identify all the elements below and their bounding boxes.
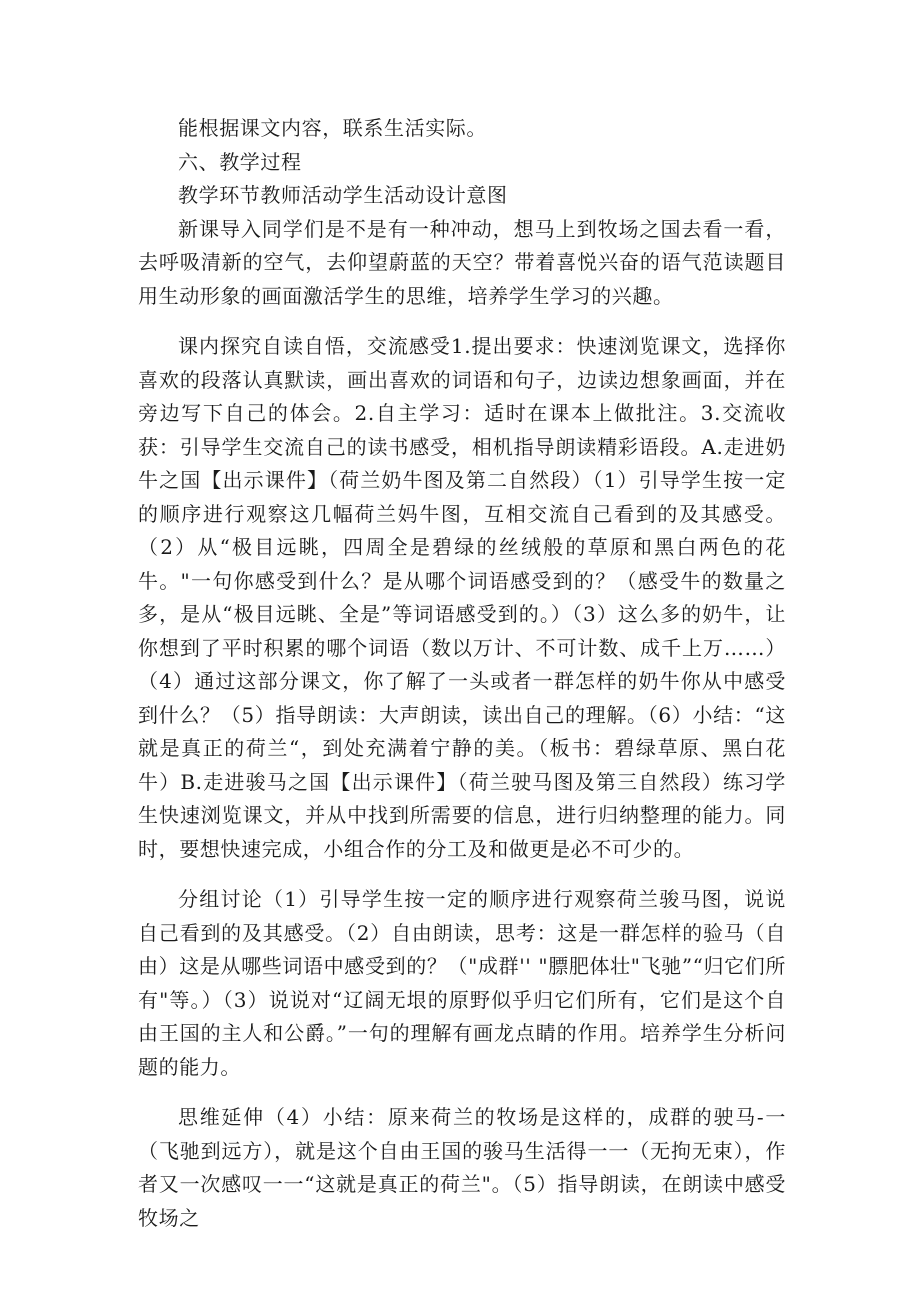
paragraph-introduction: 新课导入同学们是不是有一种冲动，想马上到牧场之国去看一看，去呼吸清新的空气，去仰望蔚蓝的天空？带着喜悦兴奋的语气范读题目用生动形象的画面激活学生的思维，培养学生学习的兴趣。	[138, 216, 786, 308]
paragraph-thinking-extension: 思维延伸（4）小结：原来荷兰的牧场是这样的，成群的驶马-一（飞驰到远方），就是这个自由王国的骏马生活得一一（无拘无束），作者又一次感叹一一“这就是真正的荷兰"。（5）指导朗读，在朗读中感受牧场之	[138, 1105, 786, 1230]
section-heading-teaching-process: 六、教学过程	[178, 149, 302, 174]
paragraph-group-discussion: 分组讨论（1）引导学生按一定的顺序进行观察荷兰骏马图，说说自己看到的及其感受。（2）自由朗读，思考：这是一群怎样的验马（自由）这是从哪些词语中感受到的？（"成群'' "膘肥体壮"飞驰”“归它们所有"等。）（3）说说对“辽阔无垠的原野似乎归它们所有，它们是这个自由王国的主人和公爵。”一句的理解有画龙点睛的作用。培养学生分析问题的能力。	[138, 887, 786, 1079]
paragraph-ability: 能根据课文内容，联系生活实际。	[178, 116, 487, 140]
document-body	[138, 112, 786, 1235]
paragraph-in-class-exploration: 课内探究自读自悟，交流感受1.提出要求：快速浏览课文，选择你喜欢的段落认真默读，画出喜欢的词语和句子，边读边想象画面，并在旁边写下自己的体会。2.自主学习：适时在课本上做批注。3.交流收获：引导学生交流自己的读书感受，相机指导朗读精彩语段。A.走进奶牛之国【出示课件】（荷兰奶牛图及第二自然段）（1）引导学生按一定的顺序进行观察这几幅荷兰妈牛图，互相交流自己看到的及其感受。（2）从“极目远眺，四周全是碧绿的丝绒般的草原和黑白两色的花牛。"一句你感受到什么？是从哪个词语感受到的？（感受牛的数量之多，是从“极目远眺、全是”等词语感受到的。）（3）这么多的奶牛，让你想到了平时积累的哪个词语（数以万计、不可计数、成千上万……）（4）通过这部分课文，你了解了一头或者一群怎样的奶牛你从中感受到什么？（5）指导朗读：大声朗读，读出自己的理解。（6）小结：“这就是真正的荷兰“，到处充满着宁静的美。（板书：碧绿草原、黑白花牛）B.走进骏马之国【出示课件】（荷兰驶马图及第三自然段）练习学生快速浏览课文，并从中找到所需要的信息，进行归纳整理的能力。同时，要想快速完成，小组合作的分工及和做更是必不可少的。	[138, 334, 787, 861]
table-header-line: 教学环节教师活动学生活动设计意图	[178, 183, 508, 207]
